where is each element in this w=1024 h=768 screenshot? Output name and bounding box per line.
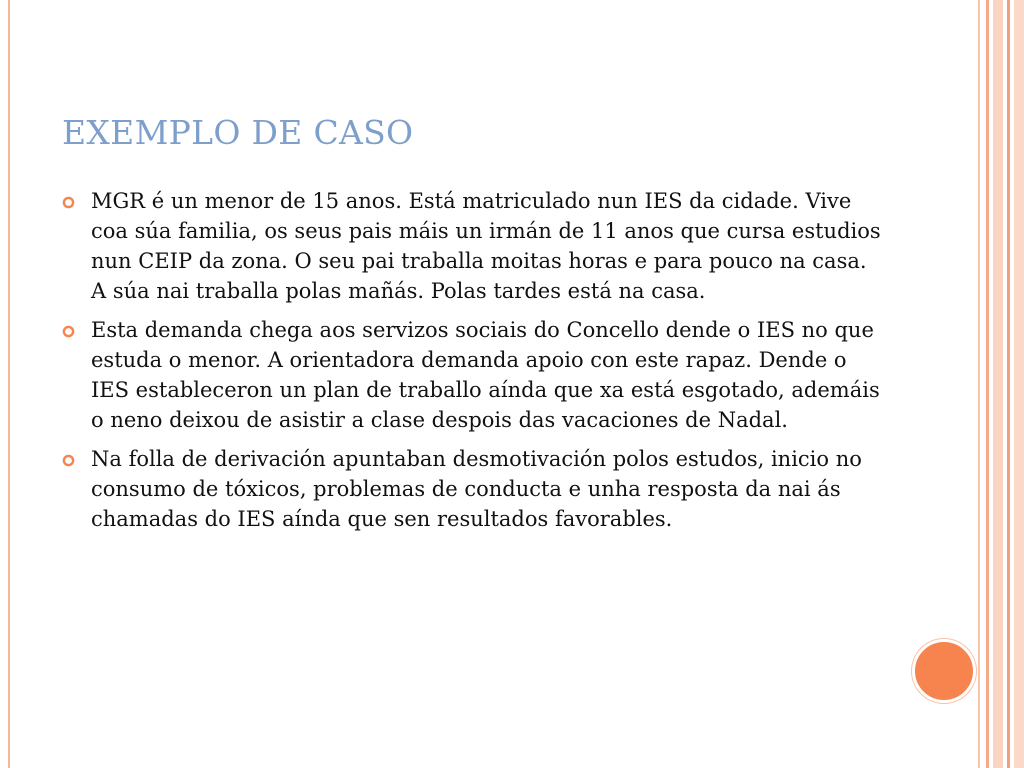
orange-circle-decoration (912, 639, 976, 703)
bullet-item (62, 186, 882, 306)
bullet-list (62, 186, 882, 543)
bullet-ring-icon (62, 454, 75, 467)
bullet-text: Esta demanda chega aos servizos sociais do Concello dende o IES no que estuda o menor. A orientadora demanda apoio con este rapaz. Dende o IES estableceron un plan de traballo aínda que xa está esgotado, ademáis o neno deixou de asistir a clase despois das vacaciones de Nadal. (91, 318, 880, 432)
bullet-ring-icon (62, 325, 75, 338)
slide-title: EXEMPLO DE CASO (62, 113, 414, 152)
bullet-item (62, 315, 882, 435)
left-border-decoration (8, 0, 10, 768)
bullet-ring-icon (62, 196, 75, 209)
bullet-text: Na folla de derivación apuntaban desmotivación polos estudos, inicio no consumo de tóxicos, problemas de conducta e unha resposta da nai ás chamadas do IES aínda que sen resultados favorables. (91, 447, 862, 531)
right-stripe-decoration (978, 0, 1024, 768)
bullet-text: MGR é un menor de 15 anos. Está matriculado nun IES da cidade. Vive coa súa familia, os seus pais máis un irmán de 11 anos que cursa estudios nun CEIP da zona. O seu pai traballa moitas horas e para pouco na casa. A súa nai traballa polas mañás. Polas tardes está na casa. (91, 189, 881, 303)
bullet-item (62, 444, 882, 534)
